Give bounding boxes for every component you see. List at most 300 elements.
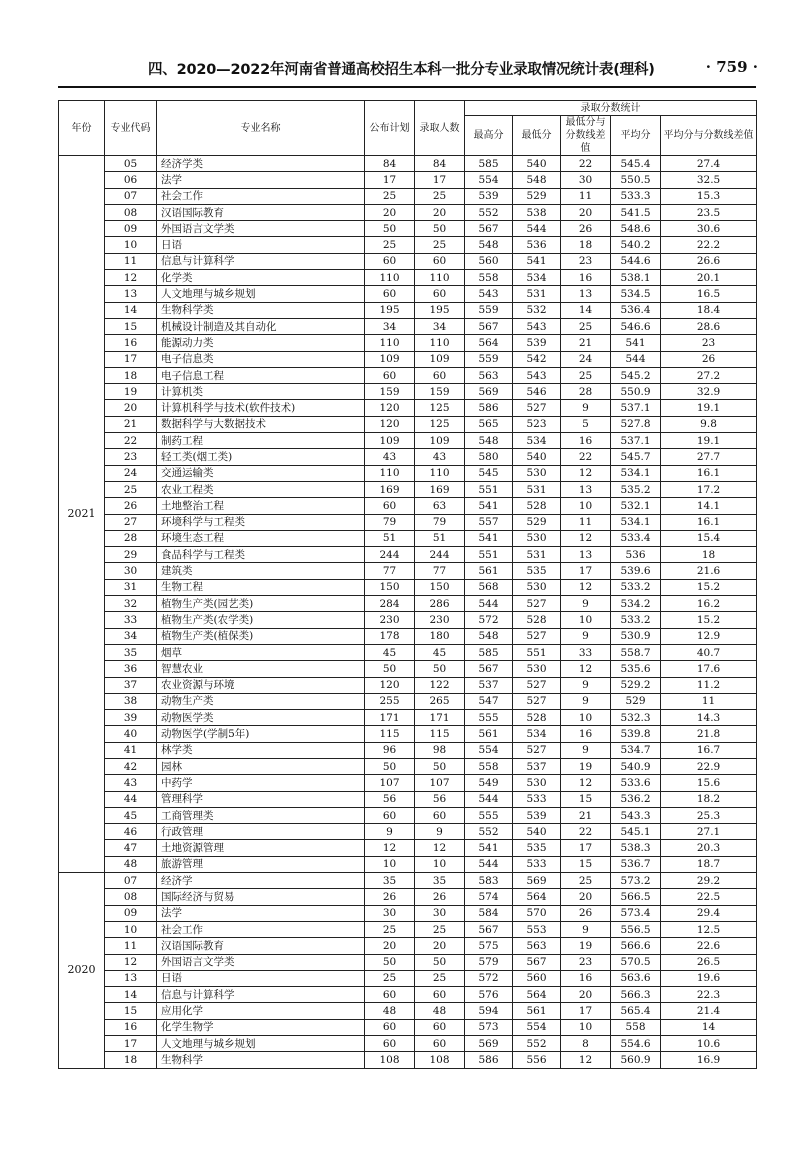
min-cell: 530 xyxy=(513,579,561,595)
code-cell: 27 xyxy=(105,514,157,530)
min-cell: 527 xyxy=(513,400,561,416)
avg-diff-cell: 22.5 xyxy=(661,889,757,905)
avg-cell: 566.3 xyxy=(611,987,661,1003)
min-cell: 530 xyxy=(513,661,561,677)
code-cell: 26 xyxy=(105,498,157,514)
min-cell: 531 xyxy=(513,286,561,302)
avg-diff-cell: 30.6 xyxy=(661,221,757,237)
plan-cell: 60 xyxy=(365,987,415,1003)
header-avg: 平均分 xyxy=(611,116,661,156)
min-diff-cell: 13 xyxy=(561,286,611,302)
min-cell: 537 xyxy=(513,758,561,774)
min-cell: 529 xyxy=(513,514,561,530)
table-row xyxy=(59,1019,757,1035)
max-cell: 543 xyxy=(465,286,513,302)
plan-cell: 195 xyxy=(365,302,415,318)
avg-diff-cell: 16.1 xyxy=(661,465,757,481)
avg-cell: 533.2 xyxy=(611,612,661,628)
name-cell: 经济学类 xyxy=(157,156,365,172)
min-diff-cell: 20 xyxy=(561,204,611,220)
admitted-cell: 60 xyxy=(415,253,465,269)
min-diff-cell: 9 xyxy=(561,628,611,644)
max-cell: 585 xyxy=(465,156,513,172)
max-cell: 568 xyxy=(465,579,513,595)
min-cell: 554 xyxy=(513,1019,561,1035)
min-diff-cell: 23 xyxy=(561,253,611,269)
admitted-cell: 50 xyxy=(415,661,465,677)
name-cell: 经济学 xyxy=(157,873,365,889)
page-number: · 759 · xyxy=(705,58,758,76)
plan-cell: 110 xyxy=(365,465,415,481)
max-cell: 580 xyxy=(465,449,513,465)
header-max: 最高分 xyxy=(465,116,513,156)
name-cell: 法学 xyxy=(157,905,365,921)
min-diff-cell: 9 xyxy=(561,677,611,693)
header-year: 年份 xyxy=(59,101,105,156)
table-row xyxy=(59,596,757,612)
min-cell: 552 xyxy=(513,1036,561,1052)
max-cell: 547 xyxy=(465,693,513,709)
max-cell: 572 xyxy=(465,612,513,628)
min-diff-cell: 10 xyxy=(561,612,611,628)
min-diff-cell: 23 xyxy=(561,954,611,970)
avg-cell: 540.2 xyxy=(611,237,661,253)
min-cell: 540 xyxy=(513,449,561,465)
avg-diff-cell: 25.3 xyxy=(661,807,757,823)
table-row xyxy=(59,335,757,351)
max-cell: 551 xyxy=(465,547,513,563)
plan-cell: 169 xyxy=(365,481,415,497)
min-diff-cell: 9 xyxy=(561,693,611,709)
min-cell: 530 xyxy=(513,775,561,791)
avg-diff-cell: 28.6 xyxy=(661,318,757,334)
max-cell: 594 xyxy=(465,1003,513,1019)
plan-cell: 43 xyxy=(365,449,415,465)
name-cell: 社会工作 xyxy=(157,188,365,204)
header-name: 专业名称 xyxy=(157,101,365,156)
avg-diff-cell: 14.3 xyxy=(661,710,757,726)
max-cell: 544 xyxy=(465,791,513,807)
min-cell: 534 xyxy=(513,270,561,286)
table-row xyxy=(59,204,757,220)
admitted-cell: 30 xyxy=(415,905,465,921)
admitted-cell: 51 xyxy=(415,530,465,546)
avg-cell: 534.5 xyxy=(611,286,661,302)
avg-diff-cell: 14 xyxy=(661,1019,757,1035)
name-cell: 管理科学 xyxy=(157,791,365,807)
min-diff-cell: 14 xyxy=(561,302,611,318)
min-diff-cell: 22 xyxy=(561,824,611,840)
avg-cell: 544.6 xyxy=(611,253,661,269)
admitted-cell: 10 xyxy=(415,856,465,872)
plan-cell: 110 xyxy=(365,270,415,286)
admitted-cell: 230 xyxy=(415,612,465,628)
avg-diff-cell: 32.9 xyxy=(661,384,757,400)
header-min-diff: 最低分与分数线差值 xyxy=(561,116,611,156)
table-row xyxy=(59,367,757,383)
avg-cell: 538.3 xyxy=(611,840,661,856)
plan-cell: 34 xyxy=(365,318,415,334)
plan-cell: 35 xyxy=(365,873,415,889)
admitted-cell: 107 xyxy=(415,775,465,791)
table-row xyxy=(59,921,757,937)
min-cell: 548 xyxy=(513,172,561,188)
plan-cell: 17 xyxy=(365,172,415,188)
admitted-cell: 34 xyxy=(415,318,465,334)
min-diff-cell: 5 xyxy=(561,416,611,432)
name-cell: 计算机类 xyxy=(157,384,365,400)
admitted-cell: 50 xyxy=(415,221,465,237)
table-row xyxy=(59,547,757,563)
avg-cell: 535.2 xyxy=(611,481,661,497)
avg-cell: 540.9 xyxy=(611,758,661,774)
avg-diff-cell: 15.4 xyxy=(661,530,757,546)
avg-cell: 539.8 xyxy=(611,726,661,742)
admitted-cell: 43 xyxy=(415,449,465,465)
min-cell: 551 xyxy=(513,644,561,660)
min-diff-cell: 8 xyxy=(561,1036,611,1052)
admitted-cell: 125 xyxy=(415,416,465,432)
min-diff-cell: 17 xyxy=(561,1003,611,1019)
avg-diff-cell: 27.4 xyxy=(661,156,757,172)
avg-cell: 556.5 xyxy=(611,921,661,937)
avg-cell: 534.7 xyxy=(611,742,661,758)
name-cell: 行政管理 xyxy=(157,824,365,840)
avg-cell: 533.3 xyxy=(611,188,661,204)
table-row xyxy=(59,1036,757,1052)
plan-cell: 60 xyxy=(365,807,415,823)
avg-diff-cell: 21.8 xyxy=(661,726,757,742)
admitted-cell: 25 xyxy=(415,237,465,253)
table-row xyxy=(59,905,757,921)
min-diff-cell: 9 xyxy=(561,742,611,758)
name-cell: 法学 xyxy=(157,172,365,188)
admitted-cell: 60 xyxy=(415,987,465,1003)
avg-diff-cell: 19.6 xyxy=(661,970,757,986)
admission-statistics-table xyxy=(58,100,757,1069)
plan-cell: 50 xyxy=(365,661,415,677)
admitted-cell: 110 xyxy=(415,465,465,481)
avg-diff-cell: 17.2 xyxy=(661,481,757,497)
admitted-cell: 286 xyxy=(415,596,465,612)
code-cell: 23 xyxy=(105,449,157,465)
name-cell: 智慧农业 xyxy=(157,661,365,677)
min-cell: 539 xyxy=(513,335,561,351)
code-cell: 07 xyxy=(105,188,157,204)
min-cell: 539 xyxy=(513,807,561,823)
admitted-cell: 98 xyxy=(415,742,465,758)
min-diff-cell: 12 xyxy=(561,1052,611,1068)
avg-cell: 530.9 xyxy=(611,628,661,644)
avg-diff-cell: 12.5 xyxy=(661,921,757,937)
name-cell: 生物工程 xyxy=(157,579,365,595)
min-diff-cell: 19 xyxy=(561,938,611,954)
admitted-cell: 159 xyxy=(415,384,465,400)
max-cell: 561 xyxy=(465,726,513,742)
avg-cell: 529 xyxy=(611,693,661,709)
code-cell: 11 xyxy=(105,938,157,954)
min-cell: 546 xyxy=(513,384,561,400)
name-cell: 外国语言文学类 xyxy=(157,221,365,237)
admitted-cell: 150 xyxy=(415,579,465,595)
plan-cell: 159 xyxy=(365,384,415,400)
name-cell: 林学类 xyxy=(157,742,365,758)
table-row xyxy=(59,824,757,840)
max-cell: 584 xyxy=(465,905,513,921)
plan-cell: 107 xyxy=(365,775,415,791)
table-row xyxy=(59,742,757,758)
avg-cell: 532.1 xyxy=(611,498,661,514)
plan-cell: 171 xyxy=(365,710,415,726)
min-cell: 527 xyxy=(513,742,561,758)
table-row xyxy=(59,384,757,400)
code-cell: 39 xyxy=(105,710,157,726)
year-cell: 2021 xyxy=(59,156,105,873)
max-cell: 567 xyxy=(465,661,513,677)
code-cell: 29 xyxy=(105,547,157,563)
plan-cell: 56 xyxy=(365,791,415,807)
table-row xyxy=(59,628,757,644)
avg-cell: 527.8 xyxy=(611,416,661,432)
name-cell: 信息与计算科学 xyxy=(157,987,365,1003)
code-cell: 15 xyxy=(105,318,157,334)
min-diff-cell: 10 xyxy=(561,498,611,514)
admitted-cell: 63 xyxy=(415,498,465,514)
avg-cell: 536.2 xyxy=(611,791,661,807)
table-row xyxy=(59,237,757,253)
max-cell: 537 xyxy=(465,677,513,693)
avg-cell: 573.2 xyxy=(611,873,661,889)
avg-diff-cell: 32.5 xyxy=(661,172,757,188)
max-cell: 557 xyxy=(465,514,513,530)
min-diff-cell: 9 xyxy=(561,596,611,612)
code-cell: 45 xyxy=(105,807,157,823)
avg-cell: 534.1 xyxy=(611,465,661,481)
plan-cell: 50 xyxy=(365,758,415,774)
max-cell: 574 xyxy=(465,889,513,905)
min-diff-cell: 22 xyxy=(561,449,611,465)
admitted-cell: 20 xyxy=(415,204,465,220)
max-cell: 541 xyxy=(465,530,513,546)
avg-diff-cell: 40.7 xyxy=(661,644,757,660)
plan-cell: 9 xyxy=(365,824,415,840)
name-cell: 轻工类(烟工类) xyxy=(157,449,365,465)
min-cell: 536 xyxy=(513,237,561,253)
max-cell: 561 xyxy=(465,563,513,579)
table-row xyxy=(59,644,757,660)
name-cell: 应用化学 xyxy=(157,1003,365,1019)
header-code: 专业代码 xyxy=(105,101,157,156)
code-cell: 08 xyxy=(105,204,157,220)
plan-cell: 79 xyxy=(365,514,415,530)
max-cell: 552 xyxy=(465,824,513,840)
plan-cell: 30 xyxy=(365,905,415,921)
max-cell: 544 xyxy=(465,596,513,612)
min-diff-cell: 9 xyxy=(561,921,611,937)
code-cell: 25 xyxy=(105,481,157,497)
avg-cell: 541 xyxy=(611,335,661,351)
table-row xyxy=(59,1052,757,1068)
plan-cell: 60 xyxy=(365,1019,415,1035)
name-cell: 数据科学与大数据技术 xyxy=(157,416,365,432)
code-cell: 13 xyxy=(105,970,157,986)
header-avg-diff: 平均分与分数线差值 xyxy=(661,116,757,156)
table-row xyxy=(59,938,757,954)
plan-cell: 20 xyxy=(365,204,415,220)
avg-diff-cell: 21.4 xyxy=(661,1003,757,1019)
table-row xyxy=(59,498,757,514)
plan-cell: 25 xyxy=(365,921,415,937)
admitted-cell: 25 xyxy=(415,970,465,986)
code-cell: 17 xyxy=(105,351,157,367)
min-cell: 528 xyxy=(513,498,561,514)
table-row xyxy=(59,873,757,889)
name-cell: 社会工作 xyxy=(157,921,365,937)
name-cell: 生物科学 xyxy=(157,1052,365,1068)
table-row xyxy=(59,954,757,970)
min-cell: 542 xyxy=(513,351,561,367)
plan-cell: 45 xyxy=(365,644,415,660)
avg-diff-cell: 22.2 xyxy=(661,237,757,253)
min-diff-cell: 12 xyxy=(561,579,611,595)
name-cell: 信息与计算科学 xyxy=(157,253,365,269)
max-cell: 559 xyxy=(465,351,513,367)
name-cell: 植物生产类(园艺类) xyxy=(157,596,365,612)
avg-diff-cell: 16.1 xyxy=(661,514,757,530)
min-cell: 570 xyxy=(513,905,561,921)
table-row xyxy=(59,172,757,188)
min-cell: 527 xyxy=(513,596,561,612)
page-title: 四、2020—2022年河南省普通高校招生本科一批分专业录取情况统计表(理科) xyxy=(148,62,655,78)
name-cell: 生物科学类 xyxy=(157,302,365,318)
table-row xyxy=(59,351,757,367)
admitted-cell: 122 xyxy=(415,677,465,693)
max-cell: 572 xyxy=(465,970,513,986)
min-cell: 534 xyxy=(513,726,561,742)
table-row xyxy=(59,253,757,269)
max-cell: 549 xyxy=(465,775,513,791)
min-diff-cell: 25 xyxy=(561,318,611,334)
table-row xyxy=(59,433,757,449)
code-cell: 35 xyxy=(105,644,157,660)
name-cell: 人文地理与城乡规划 xyxy=(157,1036,365,1052)
table-row xyxy=(59,302,757,318)
min-diff-cell: 13 xyxy=(561,547,611,563)
code-cell: 36 xyxy=(105,661,157,677)
min-diff-cell: 18 xyxy=(561,237,611,253)
admitted-cell: 244 xyxy=(415,547,465,563)
avg-diff-cell: 17.6 xyxy=(661,661,757,677)
code-cell: 24 xyxy=(105,465,157,481)
max-cell: 541 xyxy=(465,840,513,856)
table-row xyxy=(59,563,757,579)
min-diff-cell: 12 xyxy=(561,775,611,791)
avg-cell: 538.1 xyxy=(611,270,661,286)
avg-diff-cell: 29.4 xyxy=(661,905,757,921)
table-row xyxy=(59,221,757,237)
plan-cell: 25 xyxy=(365,188,415,204)
plan-cell: 120 xyxy=(365,677,415,693)
plan-cell: 10 xyxy=(365,856,415,872)
avg-cell: 554.6 xyxy=(611,1036,661,1052)
header-min: 最低分 xyxy=(513,116,561,156)
code-cell: 05 xyxy=(105,156,157,172)
avg-cell: 541.5 xyxy=(611,204,661,220)
max-cell: 586 xyxy=(465,400,513,416)
plan-cell: 60 xyxy=(365,286,415,302)
admitted-cell: 265 xyxy=(415,693,465,709)
min-cell: 564 xyxy=(513,889,561,905)
min-cell: 527 xyxy=(513,628,561,644)
header-plan: 公布计划 xyxy=(365,101,415,156)
plan-cell: 60 xyxy=(365,367,415,383)
avg-diff-cell: 22.3 xyxy=(661,987,757,1003)
avg-cell: 536.4 xyxy=(611,302,661,318)
name-cell: 农业资源与环境 xyxy=(157,677,365,693)
avg-cell: 534.2 xyxy=(611,596,661,612)
table-row xyxy=(59,856,757,872)
min-diff-cell: 11 xyxy=(561,514,611,530)
admitted-cell: 25 xyxy=(415,921,465,937)
code-cell: 18 xyxy=(105,1052,157,1068)
max-cell: 569 xyxy=(465,1036,513,1052)
min-cell: 532 xyxy=(513,302,561,318)
min-diff-cell: 12 xyxy=(561,661,611,677)
code-cell: 17 xyxy=(105,1036,157,1052)
min-diff-cell: 10 xyxy=(561,710,611,726)
avg-diff-cell: 22.9 xyxy=(661,758,757,774)
avg-cell: 536.7 xyxy=(611,856,661,872)
avg-diff-cell: 19.1 xyxy=(661,400,757,416)
avg-cell: 533.6 xyxy=(611,775,661,791)
plan-cell: 50 xyxy=(365,954,415,970)
code-cell: 46 xyxy=(105,824,157,840)
min-cell: 544 xyxy=(513,221,561,237)
min-cell: 530 xyxy=(513,530,561,546)
plan-cell: 25 xyxy=(365,237,415,253)
avg-diff-cell: 15.2 xyxy=(661,612,757,628)
code-cell: 07 xyxy=(105,873,157,889)
min-diff-cell: 20 xyxy=(561,987,611,1003)
avg-cell: 537.1 xyxy=(611,433,661,449)
max-cell: 567 xyxy=(465,921,513,937)
admitted-cell: 45 xyxy=(415,644,465,660)
min-diff-cell: 26 xyxy=(561,905,611,921)
min-cell: 535 xyxy=(513,840,561,856)
min-cell: 533 xyxy=(513,856,561,872)
avg-diff-cell: 16.5 xyxy=(661,286,757,302)
avg-diff-cell: 27.1 xyxy=(661,824,757,840)
table-row xyxy=(59,318,757,334)
table-row xyxy=(59,530,757,546)
admitted-cell: 12 xyxy=(415,840,465,856)
admitted-cell: 79 xyxy=(415,514,465,530)
admitted-cell: 60 xyxy=(415,807,465,823)
code-cell: 32 xyxy=(105,596,157,612)
table-row xyxy=(59,970,757,986)
min-diff-cell: 25 xyxy=(561,367,611,383)
min-diff-cell: 33 xyxy=(561,644,611,660)
min-diff-cell: 16 xyxy=(561,270,611,286)
avg-diff-cell: 10.6 xyxy=(661,1036,757,1052)
max-cell: 585 xyxy=(465,644,513,660)
table-row xyxy=(59,416,757,432)
year-cell: 2020 xyxy=(59,873,105,1069)
plan-cell: 20 xyxy=(365,938,415,954)
avg-diff-cell: 18.7 xyxy=(661,856,757,872)
plan-cell: 244 xyxy=(365,547,415,563)
min-cell: 556 xyxy=(513,1052,561,1068)
